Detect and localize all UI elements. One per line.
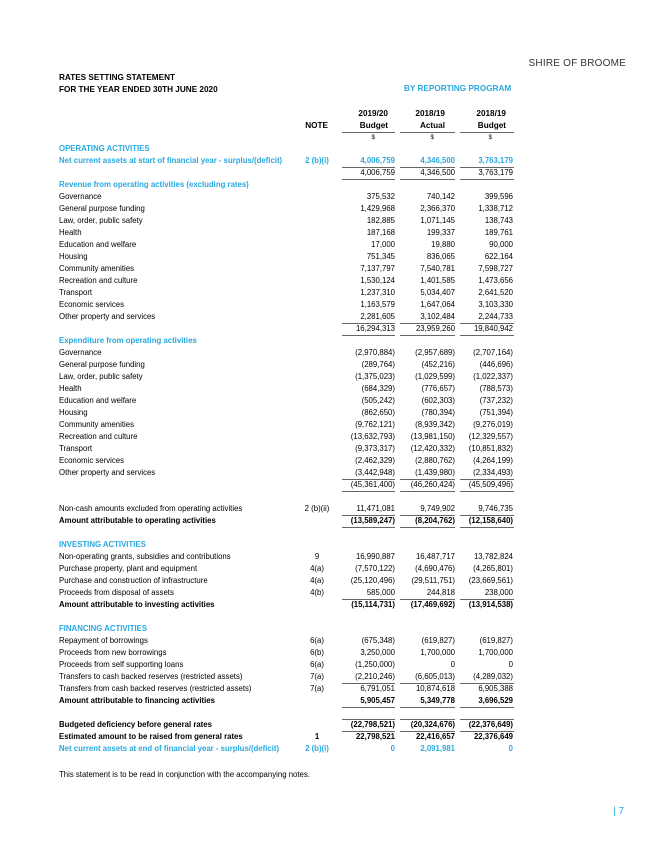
row-value-2018-actual: 2,091,981: [420, 744, 455, 753]
row-note: 6(b): [310, 648, 324, 657]
note-column-header: NOTE: [305, 121, 328, 130]
row-label: Economic services: [59, 456, 124, 465]
row-label: Expenditure from operating activities: [59, 336, 197, 345]
row-label: Housing: [59, 252, 88, 261]
row-value-2019-budget: (13,589,247): [350, 516, 395, 525]
statement-row: [0, 407, 652, 419]
row-label: General purpose funding: [59, 360, 145, 369]
col-2019-budget-year: 2019/20: [358, 109, 388, 118]
row-value-2018-budget: (737,232): [479, 396, 513, 405]
row-value-2019-budget: 4,006,759: [360, 168, 395, 177]
statement-row: [0, 539, 652, 551]
row-value-2018-actual: (1,439,980): [415, 468, 455, 477]
col-2018-actual-type: Actual: [419, 121, 445, 130]
row-label: Transport: [59, 288, 93, 297]
row-value-2018-budget: 3,763,179: [478, 168, 513, 177]
statement-row: [0, 695, 652, 707]
row-value-2019-budget: (505,242): [361, 396, 395, 405]
row-value-2018-actual: 10,874,618: [415, 684, 455, 693]
row-value-2019-budget: (675,348): [361, 636, 395, 645]
row-note: 7(a): [310, 672, 324, 681]
row-value-2018-budget: 0: [508, 744, 513, 753]
row-value-2019-budget: 187,168: [366, 228, 395, 237]
row-label: OPERATING ACTIVITIES: [59, 144, 150, 153]
col-2018-budget-header: [460, 108, 506, 132]
statement-row: [0, 395, 652, 407]
row-label: Governance: [59, 348, 102, 357]
row-value-2018-budget: 238,000: [484, 588, 513, 597]
row-label: INVESTING ACTIVITIES: [59, 540, 146, 549]
row-label: Purchase and construction of infrastructure: [59, 576, 208, 585]
row-label: Law, order, public safety: [59, 216, 143, 225]
row-value-2018-actual: (602,303): [421, 396, 455, 405]
statement-spacer-row: [0, 707, 652, 719]
statement-spacer-row: [0, 479, 652, 491]
row-value-2018-actual: 1,401,585: [420, 276, 455, 285]
row-label: Purchase property, plant and equipment: [59, 564, 198, 573]
statement-row: [0, 275, 652, 287]
header-rule: [460, 132, 514, 133]
row-value-2018-budget: (12,329,557): [468, 432, 513, 441]
row-note: 2 (b)(i): [305, 156, 329, 165]
statement-row: [0, 287, 652, 299]
row-label: Transport: [59, 444, 93, 453]
row-value-2018-budget: (4,265,801): [473, 564, 513, 573]
col-2018-budget-year: 2018/19: [476, 109, 506, 118]
statement-row: [0, 719, 652, 731]
row-value-2019-budget: (289,764): [361, 360, 395, 369]
statement-row: [0, 155, 652, 167]
row-value-2019-budget: 0: [390, 744, 395, 753]
row-label: Repayment of borrowings: [59, 636, 148, 645]
row-label: Recreation and culture: [59, 276, 138, 285]
row-value-2018-budget: (23,669,561): [468, 576, 513, 585]
row-value-2018-budget: (751,394): [479, 408, 513, 417]
row-value-2018-budget: (2,707,164): [473, 348, 513, 357]
row-value-2018-actual: 244,818: [426, 588, 455, 597]
statement-row: [0, 371, 652, 383]
currency-label: $: [488, 134, 492, 141]
row-value-2018-actual: 0: [450, 660, 455, 669]
row-value-2018-budget: 6,905,388: [478, 684, 513, 693]
row-value-2018-actual: 1,647,064: [420, 300, 455, 309]
row-value-2018-actual: 7,540,781: [420, 264, 455, 273]
statement-title-line2: FOR THE YEAR ENDED 30TH JUNE 2020: [59, 85, 218, 94]
row-label: Health: [59, 384, 82, 393]
row-value-2019-budget: 1,429,968: [360, 204, 395, 213]
col-2019-budget-header: [340, 108, 388, 132]
row-value-2019-budget: 4,006,759: [360, 156, 395, 165]
row-value-2019-budget: 585,000: [366, 588, 395, 597]
row-label: Budgeted deficiency before general rates: [59, 720, 212, 729]
statement-row: [0, 347, 652, 359]
row-value-2018-budget: (12,158,640): [468, 516, 513, 525]
row-label: Revenue from operating activities (excluding rates): [59, 180, 249, 189]
row-value-2019-budget: (1,375,023): [355, 372, 395, 381]
row-label: Recreation and culture: [59, 432, 138, 441]
row-label: Amount attributable to operating activities: [59, 516, 216, 525]
row-value-2018-budget: (4,289,032): [473, 672, 513, 681]
row-label: Net current assets at end of financial year - surplus/(deficit): [59, 744, 280, 753]
header-rule: [342, 132, 395, 133]
row-label: Proceeds from self supporting loans: [59, 660, 184, 669]
statement-row: [0, 635, 652, 647]
row-value-2019-budget: 22,798,521: [355, 732, 395, 741]
statement-spacer-row: [0, 323, 652, 335]
row-value-2018-budget: 2,244,733: [478, 312, 513, 321]
row-value-2018-budget: (788,573): [479, 384, 513, 393]
program-heading: BY REPORTING PROGRAM: [404, 84, 512, 93]
row-value-2019-budget: 375,532: [366, 192, 395, 201]
row-note: 7(a): [310, 684, 324, 693]
row-value-2019-budget: 7,137,797: [360, 264, 395, 273]
row-label: General purpose funding: [59, 204, 145, 213]
row-value-2018-actual: 3,102,484: [420, 312, 455, 321]
row-value-2018-budget: 3,763,179: [478, 156, 513, 165]
row-value-2018-actual: 4,346,500: [420, 168, 455, 177]
row-value-2018-actual: (8,204,762): [415, 516, 455, 525]
row-note: 4(a): [310, 564, 324, 573]
shire-name: SHIRE OF BROOME: [528, 58, 626, 69]
row-value-2018-actual: (619,827): [421, 636, 455, 645]
row-label: Other property and services: [59, 468, 156, 477]
row-value-2019-budget: (13,632,793): [350, 432, 395, 441]
statement-row: [0, 203, 652, 215]
row-value-2019-budget: (15,114,731): [351, 600, 395, 609]
row-value-2018-budget: 1,700,000: [478, 648, 513, 657]
statement-spacer-row: [0, 527, 652, 539]
row-label: Education and welfare: [59, 240, 137, 249]
statement-row: [0, 443, 652, 455]
row-value-2018-budget: 2,641,520: [478, 288, 513, 297]
statement-row: [0, 587, 652, 599]
statement-row: [0, 563, 652, 575]
row-value-2018-actual: (12,420,332): [410, 444, 455, 453]
statement-row: [0, 623, 652, 635]
row-value-2018-actual: 5,034,407: [420, 288, 455, 297]
col-2018-actual-header: [400, 108, 445, 132]
row-value-2018-actual: (1,029,599): [415, 372, 455, 381]
row-label: Estimated amount to be raised from general rates: [59, 732, 243, 741]
row-value-2018-budget: 3,103,330: [478, 300, 513, 309]
row-value-2019-budget: 751,345: [366, 252, 395, 261]
statement-row: [0, 467, 652, 479]
row-value-2019-budget: (2,462,329): [355, 456, 395, 465]
statement-row: [0, 359, 652, 371]
row-value-2018-budget: 7,598,727: [478, 264, 513, 273]
row-value-2018-budget: 9,746,735: [478, 504, 513, 513]
row-value-2018-budget: (446,696): [479, 360, 513, 369]
row-value-2018-budget: 3,696,529: [478, 696, 513, 705]
row-label: Amount attributable to financing activities: [59, 696, 215, 705]
statement-row: [0, 383, 652, 395]
row-value-2018-budget: (9,276,019): [473, 420, 513, 429]
row-value-2018-actual: (29,511,751): [411, 576, 455, 585]
statement-title-line1: RATES SETTING STATEMENT: [59, 73, 175, 82]
row-value-2019-budget: 1,163,579: [360, 300, 395, 309]
row-value-2018-actual: (780,394): [421, 408, 455, 417]
row-value-2018-actual: 9,749,902: [420, 504, 455, 513]
row-value-2018-budget: 0: [508, 660, 513, 669]
row-value-2019-budget: (7,570,122): [355, 564, 395, 573]
row-value-2018-budget: 90,000: [489, 240, 513, 249]
row-label: Law, order, public safety: [59, 372, 143, 381]
row-label: Transfers to cash backed reserves (restricted assets): [59, 672, 243, 681]
row-value-2018-actual: 740,142: [426, 192, 455, 201]
row-value-2018-budget: (10,851,832): [468, 444, 513, 453]
row-value-2019-budget: 11,471,081: [356, 504, 395, 513]
statement-row: [0, 455, 652, 467]
row-label: Community amenities: [59, 420, 134, 429]
statement-row: [0, 227, 652, 239]
row-value-2018-actual: (20,324,676): [410, 720, 455, 729]
row-label: Community amenities: [59, 264, 134, 273]
row-value-2019-budget: (9,373,317): [355, 444, 395, 453]
row-value-2018-budget: 622,164: [484, 252, 513, 261]
row-note: 4(b): [310, 588, 324, 597]
row-value-2018-budget: 19,840,942: [473, 324, 513, 333]
statement-row: [0, 191, 652, 203]
statement-row: [0, 431, 652, 443]
statement-row: [0, 731, 652, 743]
statement-row: [0, 683, 652, 695]
statement-spacer-row: [0, 491, 652, 503]
row-value-2019-budget: 5,905,457: [360, 696, 395, 705]
statement-row: [0, 671, 652, 683]
row-value-2019-budget: 1,530,124: [360, 276, 395, 285]
row-value-2018-actual: 1,700,000: [420, 648, 455, 657]
statement-spacer-row: [0, 167, 652, 179]
row-value-2019-budget: (862,650): [361, 408, 395, 417]
statement-row: [0, 179, 652, 191]
statement-row: [0, 515, 652, 527]
row-value-2018-actual: (13,981,150): [410, 432, 455, 441]
row-value-2018-actual: 836,065: [426, 252, 455, 261]
statement-row: [0, 551, 652, 563]
row-value-2018-budget: (22,376,649): [468, 720, 513, 729]
row-note: 6(a): [310, 660, 324, 669]
row-value-2018-actual: (4,690,476): [415, 564, 455, 573]
row-value-2019-budget: 2,281,605: [360, 312, 395, 321]
footer-note: This statement is to be read in conjunction with the accompanying notes.: [59, 770, 310, 779]
statement-row: [0, 299, 652, 311]
row-label: Transfers from cash backed reserves (restricted assets): [59, 684, 252, 693]
row-value-2018-budget: 1,473,656: [478, 276, 513, 285]
row-value-2018-actual: 4,346,500: [420, 156, 455, 165]
row-label: Economic services: [59, 300, 124, 309]
row-value-2018-actual: (2,957,689): [415, 348, 455, 357]
row-value-2018-actual: 16,487,717: [415, 552, 455, 561]
row-value-2018-actual: 19,880: [431, 240, 455, 249]
row-label: Housing: [59, 408, 88, 417]
row-value-2018-actual: 2,366,370: [420, 204, 455, 213]
row-value-2019-budget: (22,798,521): [350, 720, 395, 729]
row-value-2018-budget: 22,376,649: [473, 732, 513, 741]
row-value-2019-budget: 17,000: [371, 240, 395, 249]
row-label: Governance: [59, 192, 102, 201]
statement-row: [0, 647, 652, 659]
row-value-2019-budget: (25,120,496): [350, 576, 395, 585]
row-value-2018-actual: (2,880,762): [415, 456, 455, 465]
row-label: Non-cash amounts excluded from operating activities: [59, 504, 243, 513]
row-label: Proceeds from new borrowings: [59, 648, 167, 657]
row-value-2018-actual: (17,469,692): [410, 600, 455, 609]
row-value-2018-budget: 1,338,712: [478, 204, 513, 213]
row-note: 9: [314, 552, 320, 561]
row-value-2019-budget: (2,970,884): [355, 348, 395, 357]
row-value-2018-budget: 399,596: [484, 192, 513, 201]
row-value-2019-budget: (2,210,246): [355, 672, 395, 681]
row-value-2018-budget: (4,264,199): [473, 456, 513, 465]
row-label: Net current assets at start of financial year - surplus/(deficit): [59, 156, 283, 165]
statement-row: [0, 263, 652, 275]
row-value-2018-actual: (452,216): [421, 360, 455, 369]
statement-spacer-row: [0, 611, 652, 623]
row-label: Amount attributable to investing activities: [59, 600, 215, 609]
row-label: Other property and services: [59, 312, 156, 321]
col-2019-budget-type: Budget: [359, 121, 388, 130]
row-value-2018-actual: (776,657): [421, 384, 455, 393]
row-value-2019-budget: 1,237,310: [360, 288, 395, 297]
header-rule: [400, 132, 455, 133]
row-value-2019-budget: (9,762,121): [355, 420, 395, 429]
statement-row: [0, 419, 652, 431]
row-label: Health: [59, 228, 82, 237]
statement-row: [0, 215, 652, 227]
row-note: 2 (b)(i): [305, 744, 329, 753]
row-value-2018-actual: (46,260,424): [410, 480, 455, 489]
row-value-2018-actual: 23,959,260: [415, 324, 455, 333]
row-value-2018-budget: (13,914,538): [468, 600, 513, 609]
row-value-2019-budget: 16,990,887: [355, 552, 395, 561]
row-value-2019-budget: (45,361,400): [350, 480, 395, 489]
row-value-2018-budget: 13,782,824: [473, 552, 513, 561]
row-note: 1: [314, 732, 320, 741]
row-label: FINANCING ACTIVITIES: [59, 624, 148, 633]
row-value-2019-budget: 182,885: [366, 216, 395, 225]
statement-row: [0, 659, 652, 671]
row-value-2019-budget: 6,791,051: [360, 684, 395, 693]
statement-row: [0, 143, 652, 155]
col-2018-budget-type: Budget: [477, 121, 506, 130]
row-value-2018-actual: (6,605,013): [415, 672, 455, 681]
statement-row: [0, 335, 652, 347]
row-value-2019-budget: (1,250,000): [355, 660, 395, 669]
row-value-2019-budget: 16,294,313: [355, 324, 395, 333]
row-value-2019-budget: (3,442,948): [355, 468, 395, 477]
row-value-2018-budget: (45,509,496): [468, 480, 513, 489]
row-value-2018-actual: 1,071,145: [420, 216, 455, 225]
row-value-2018-budget: 189,761: [484, 228, 513, 237]
row-note: 4(a): [310, 576, 324, 585]
statement-title: [59, 72, 218, 96]
row-value-2018-actual: 22,416,657: [415, 732, 455, 741]
page-number: | 7: [613, 806, 624, 817]
statement-row: [0, 239, 652, 251]
row-note: 2 (b)(ii): [304, 504, 330, 513]
currency-label: $: [430, 134, 434, 141]
currency-label: $: [371, 134, 375, 141]
statement-row: [0, 503, 652, 515]
statement-row: [0, 311, 652, 323]
row-value-2018-budget: (619,827): [479, 636, 513, 645]
statement-row: [0, 743, 652, 755]
row-value-2018-actual: 199,337: [426, 228, 455, 237]
statement-row: [0, 575, 652, 587]
row-value-2018-actual: 5,349,778: [420, 696, 455, 705]
col-2018-actual-year: 2018/19: [415, 109, 445, 118]
row-value-2018-budget: (2,334,493): [473, 468, 513, 477]
row-note: 6(a): [310, 636, 324, 645]
row-label: Education and welfare: [59, 396, 137, 405]
row-label: Proceeds from disposal of assets: [59, 588, 174, 597]
row-label: Non-operating grants, subsidies and contributions: [59, 552, 231, 561]
statement-row: [0, 599, 652, 611]
row-value-2018-actual: (8,939,342): [415, 420, 455, 429]
row-value-2019-budget: (684,329): [361, 384, 395, 393]
row-value-2018-budget: 138,743: [484, 216, 513, 225]
statement-row: [0, 251, 652, 263]
row-value-2019-budget: 3,250,000: [360, 648, 395, 657]
row-value-2018-budget: (1,022,337): [473, 372, 513, 381]
